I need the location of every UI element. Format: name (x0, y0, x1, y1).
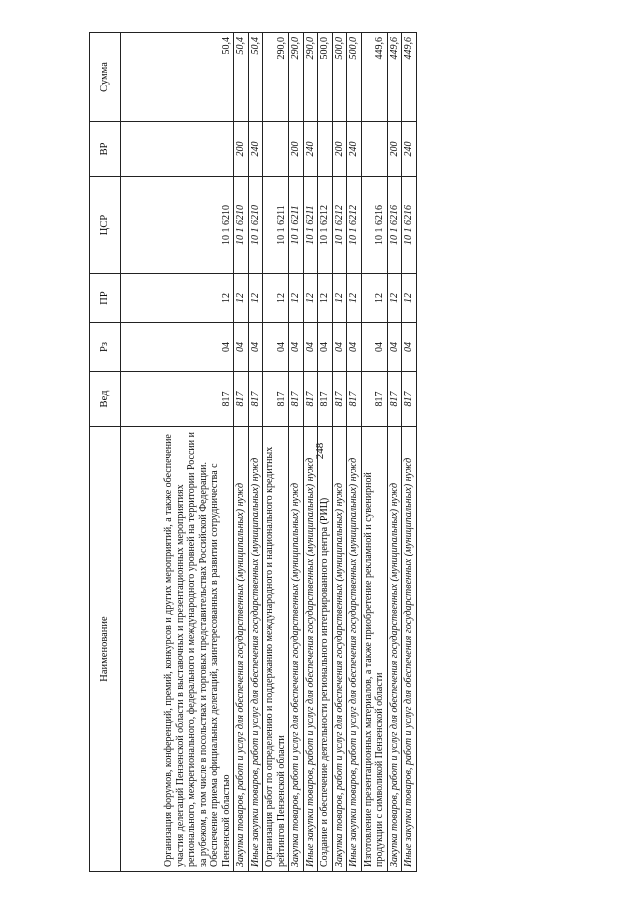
cell-vr: 240 (347, 122, 362, 177)
cell-vr: 240 (303, 122, 318, 177)
cell-name: Создание и обеспечение деятельности регионального интегрированного центра (РИЦ) (318, 427, 333, 872)
cell-pr: 12 (402, 274, 417, 323)
table-row (387, 33, 402, 872)
table-row (121, 33, 234, 872)
cell-csr: 10 1 6212 (318, 177, 333, 274)
cell-sum: 50,4 (121, 33, 234, 122)
cell-csr: 10 1 6216 (361, 177, 387, 274)
cell-pr: 12 (234, 274, 249, 323)
cell-ved: 817 (248, 372, 263, 427)
header-ved: Вед (90, 372, 121, 427)
header-pr: ПР (90, 274, 121, 323)
cell-csr: 10 1 6216 (387, 177, 402, 274)
cell-sum: 290,0 (303, 33, 318, 122)
cell-rz: 04 (234, 323, 249, 372)
cell-csr: 10 1 6212 (332, 177, 347, 274)
header-sum: Сумма (90, 33, 121, 122)
cell-name: Иные закупки товаров, работ и услуг для обеспечения государственных (муниципальных) нужд (303, 427, 318, 872)
cell-sum: 449,6 (402, 33, 417, 122)
cell-rz: 04 (248, 323, 263, 372)
cell-vr (121, 122, 234, 177)
cell-csr: 10 1 6211 (289, 177, 304, 274)
cell-sum: 290,0 (289, 33, 304, 122)
cell-csr: 10 1 6210 (121, 177, 234, 274)
cell-name: Закупка товаров, работ и услуг для обеспечения государственных (муниципальных) нужд (234, 427, 249, 872)
cell-vr (361, 122, 387, 177)
cell-rz: 04 (318, 323, 333, 372)
cell-ved: 817 (332, 372, 347, 427)
cell-pr: 12 (347, 274, 362, 323)
cell-csr: 10 1 6216 (402, 177, 417, 274)
cell-vr: 240 (402, 122, 417, 177)
cell-ved: 817 (347, 372, 362, 427)
cell-vr: 200 (332, 122, 347, 177)
cell-vr (263, 122, 289, 177)
cell-rz: 04 (121, 323, 234, 372)
table-row (289, 33, 304, 872)
cell-ved: 817 (121, 372, 234, 427)
cell-sum: 449,6 (361, 33, 387, 122)
cell-rz: 04 (303, 323, 318, 372)
cell-name: Иные закупки товаров, работ и услуг для обеспечения государственных (муниципальных) нужд (347, 427, 362, 872)
cell-rz: 04 (289, 323, 304, 372)
cell-rz: 04 (387, 323, 402, 372)
cell-csr: 10 1 6211 (303, 177, 318, 274)
cell-ved: 817 (361, 372, 387, 427)
table-row (347, 33, 362, 872)
cell-ved: 817 (263, 372, 289, 427)
cell-ved: 817 (318, 372, 333, 427)
cell-pr: 12 (318, 274, 333, 323)
cell-rz: 04 (361, 323, 387, 372)
cell-name: Закупка товаров, работ и услуг для обеспечения государственных (муниципальных) нужд (332, 427, 347, 872)
cell-pr: 12 (303, 274, 318, 323)
cell-pr: 12 (361, 274, 387, 323)
cell-sum: 500,0 (318, 33, 333, 122)
cell-ved: 817 (402, 372, 417, 427)
header-vr: ВР (90, 122, 121, 177)
table-row (263, 33, 289, 872)
cell-ved: 817 (303, 372, 318, 427)
header-name: Наименование (90, 427, 121, 872)
cell-vr (318, 122, 333, 177)
cell-ved: 817 (289, 372, 304, 427)
table-header-row (90, 33, 121, 872)
cell-sum: 500,0 (347, 33, 362, 122)
table-row (303, 33, 318, 872)
cell-csr: 10 1 6210 (248, 177, 263, 274)
header-rz: Рз (90, 323, 121, 372)
cell-rz: 04 (402, 323, 417, 372)
cell-vr: 240 (248, 122, 263, 177)
cell-vr: 200 (387, 122, 402, 177)
cell-pr: 12 (248, 274, 263, 323)
cell-sum: 290,0 (263, 33, 289, 122)
cell-name: Изготовление презентационных материалов, а также приобретение рекламной и сувенирной продукции с символикой Пензенской области (361, 427, 387, 872)
cell-csr: 10 1 6210 (234, 177, 249, 274)
table-row (332, 33, 347, 872)
header-csr: ЦСР (90, 177, 121, 274)
budget-table (89, 32, 417, 872)
cell-ved: 817 (234, 372, 249, 427)
cell-pr: 12 (263, 274, 289, 323)
cell-rz: 04 (332, 323, 347, 372)
table-row (361, 33, 387, 872)
cell-rz: 04 (263, 323, 289, 372)
cell-name: Закупка товаров, работ и услуг для обеспечения государственных (муниципальных) нужд (387, 427, 402, 872)
cell-sum: 500,0 (332, 33, 347, 122)
cell-name: Организация форумов, конференций, премий, конкурсов и других мероприятий, а также обеспечение участия делегаций Пензенской области в выставочных и презентационных мероприятиях регионального, межрегионального, федерального и международного уровней на территории России и за рубежом, в том числе в посольствах и торговых представительствах Российской Федерации. Обеспечение приема официальных делегаций, заинтересованных в развитии сотрудничества с Пензенской областью (121, 427, 234, 872)
cell-sum: 50,4 (248, 33, 263, 122)
cell-sum: 449,6 (387, 33, 402, 122)
cell-name: Закупка товаров, работ и услуг для обеспечения государственных (муниципальных) нужд (289, 427, 304, 872)
table-row (318, 33, 333, 872)
cell-pr: 12 (289, 274, 304, 323)
cell-pr: 12 (121, 274, 234, 323)
cell-name: Иные закупки товаров, работ и услуг для обеспечения государственных (муниципальных) нужд (402, 427, 417, 872)
cell-pr: 12 (332, 274, 347, 323)
cell-sum: 50,4 (234, 33, 249, 122)
cell-csr: 10 1 6211 (263, 177, 289, 274)
cell-vr: 200 (289, 122, 304, 177)
cell-ved: 817 (387, 372, 402, 427)
cell-rz: 04 (347, 323, 362, 372)
table-row (234, 33, 249, 872)
cell-name: Организация работ по определению и поддержанию международного и национального кредитных рейтингов Пензенской области (263, 427, 289, 872)
table-row (248, 33, 263, 872)
rotated-table-container (89, 32, 551, 872)
page-number: 248 (314, 442, 326, 460)
cell-csr: 10 1 6212 (347, 177, 362, 274)
cell-pr: 12 (387, 274, 402, 323)
cell-vr: 200 (234, 122, 249, 177)
table-row (402, 33, 417, 872)
cell-name: Иные закупки товаров, работ и услуг для обеспечения государственных (муниципальных) нужд (248, 427, 263, 872)
